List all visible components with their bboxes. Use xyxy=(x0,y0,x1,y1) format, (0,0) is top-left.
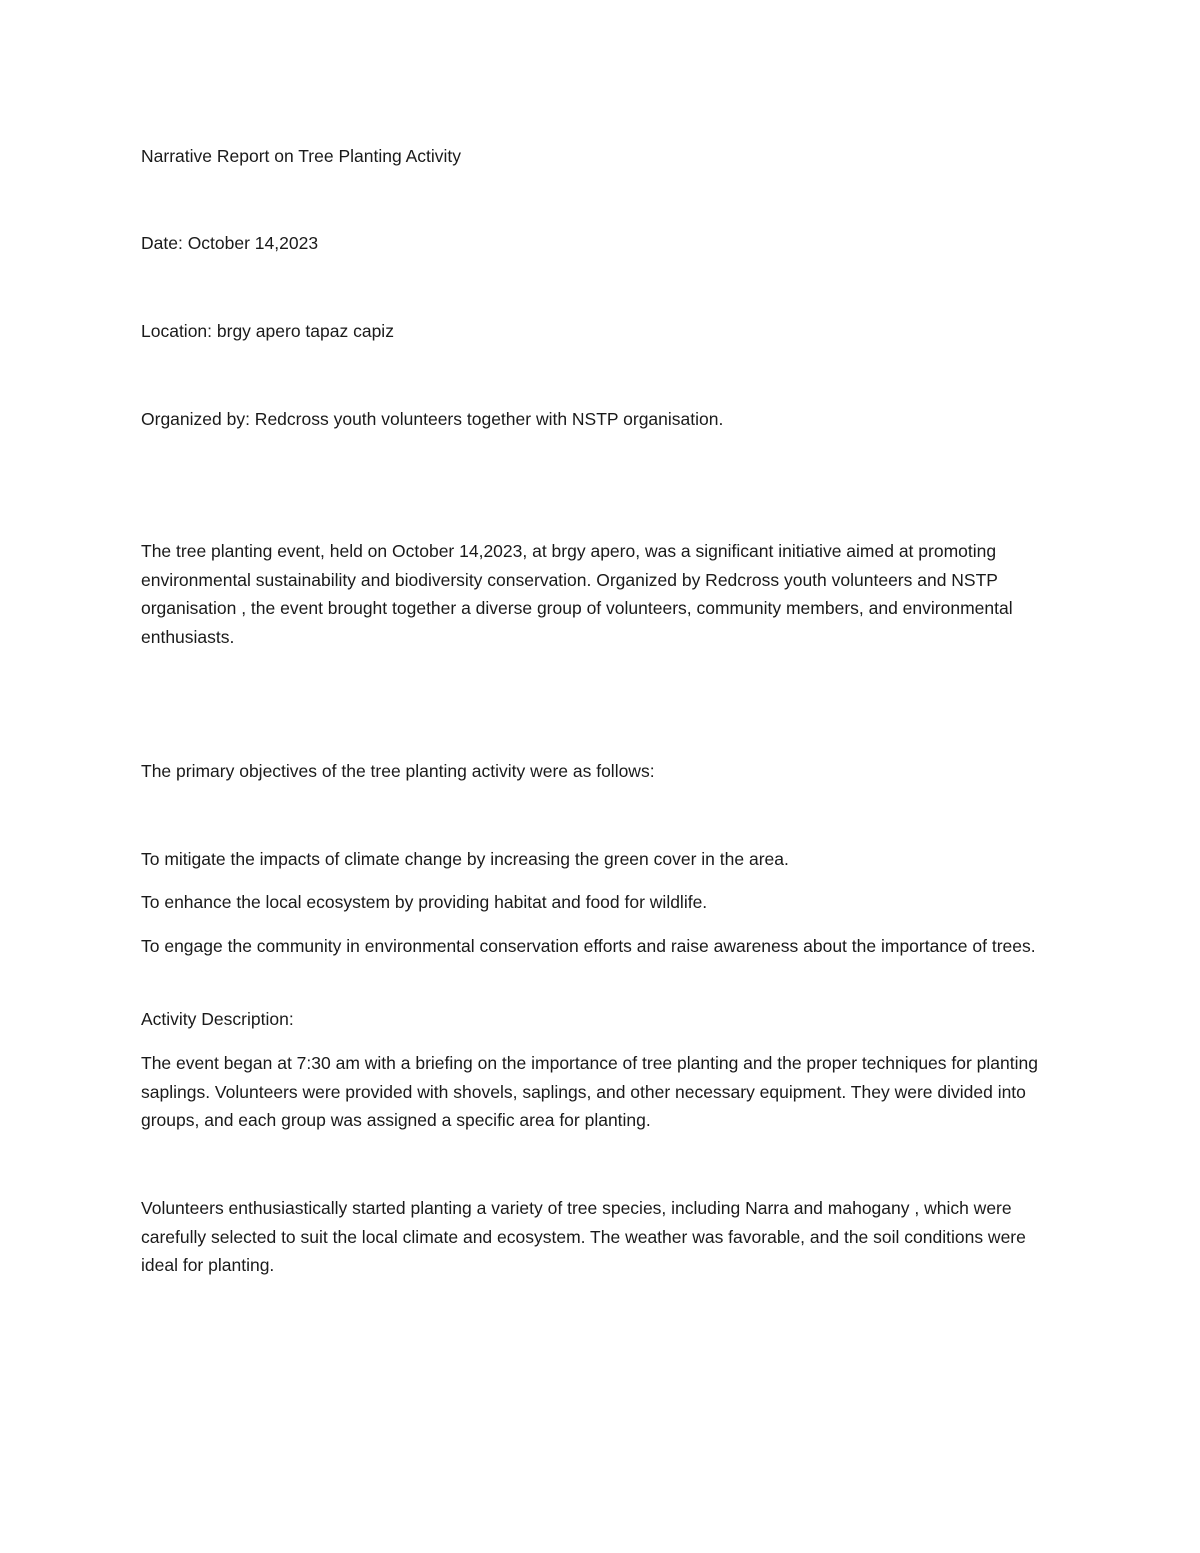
objective-item: To mitigate the impacts of climate change by increasing the green cover in the area. xyxy=(141,849,789,869)
organizer-line: Organized by: Redcross youth volunteers together with NSTP organisation. xyxy=(141,409,724,429)
intro-paragraph: The tree planting event, held on October 14,2023, at brgy apero, was a significant initiative aimed at promoting environmental sustainability and biodiversity conservation. Organized by Redcross youth volunteers and NSTP organisation , the event brought together a diverse group of volunteers, community members, and environmental enthusiasts. xyxy=(141,541,1013,647)
document-title: Narrative Report on Tree Planting Activity xyxy=(141,146,462,166)
date-line: Date: October 14,2023 xyxy=(141,233,319,253)
location-line: Location: brgy apero tapaz capiz xyxy=(141,321,394,341)
objective-item: To engage the community in environmental conservation efforts and raise awareness about the importance of trees. xyxy=(141,936,1036,956)
objective-item: To enhance the local ecosystem by providing habitat and food for wildlife. xyxy=(141,892,708,912)
objectives-heading: The primary objectives of the tree planting activity were as follows: xyxy=(141,761,655,781)
activity-paragraph: The event began at 7:30 am with a briefing on the importance of tree planting and the proper techniques for planting saplings. Volunteers were provided with shovels, saplings, and other necessary equipment. They were divided into groups, and each group was assigned a specific area for planting. xyxy=(141,1053,1038,1130)
activity-heading: Activity Description: xyxy=(141,1009,294,1029)
activity-paragraph: Volunteers enthusiastically started planting a variety of tree species, including Narra and mahogany , which were carefully selected to suit the local climate and ecosystem. The weather was favorable, and the soil conditions were ideal for planting. xyxy=(141,1198,1026,1275)
